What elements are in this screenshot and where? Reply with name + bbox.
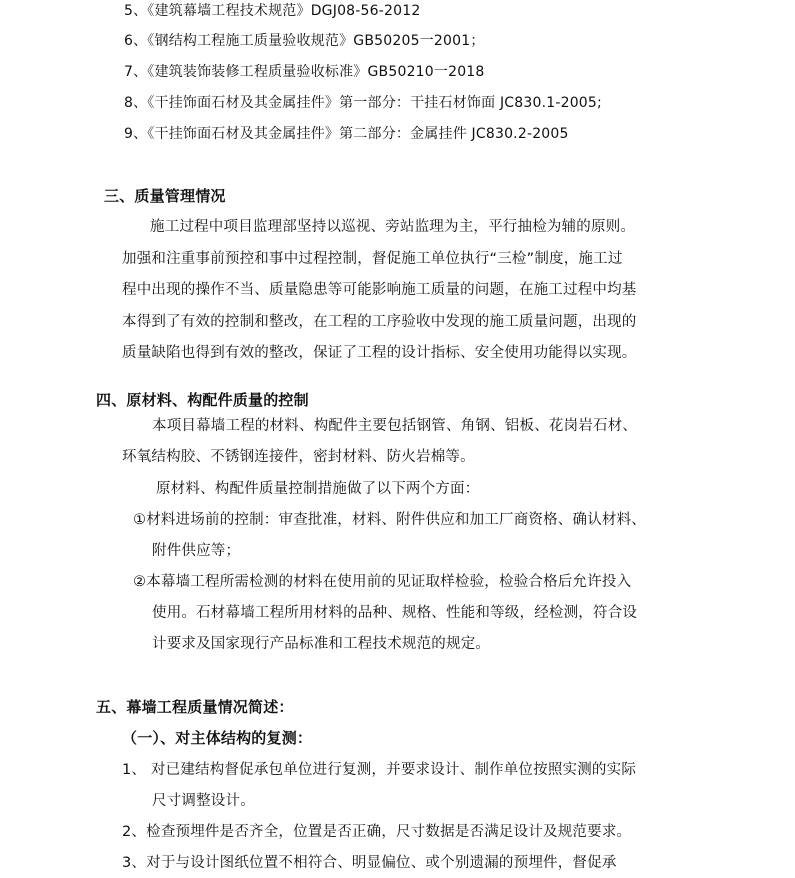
- paragraph-line: 施工过程中项目监理部坚持以巡视、旁站监理为主，平行抽检为辅的原则。: [150, 219, 636, 235]
- section-heading: 五、幕墙工程质量情况简述：: [96, 698, 294, 716]
- list-item: 3、对于与设计图纸位置不相符合、明显偏位、或个别遗漏的预埋件，督促承: [122, 855, 617, 871]
- reference-item: 5、《建筑幕墙工程技术规范》DGJ08-56-2012: [124, 3, 421, 19]
- list-item: 2、检查预埋件是否齐全，位置是否正确，尺寸数据是否满足设计及规范要求。: [122, 824, 632, 840]
- list-item-continuation: 计要求及国家现行产品标准和工程技术规范的规定。: [152, 636, 491, 652]
- section-heading: 四、原材料、构配件质量的控制: [96, 391, 309, 409]
- paragraph-line: 程中出现的操作不当、质量隐患等可能影响施工质量的问题，在施工过程中均基: [122, 282, 637, 298]
- subsection-heading: （一）、对主体结构的复测：: [122, 729, 313, 747]
- list-item: ②本幕墙工程所需检测的材料在使用前的见证取样检验，检验合格后允许投入: [133, 574, 632, 590]
- reference-item: 9、《干挂饰面石材及其金属挂件》第二部分：金属挂件 JC830.2-2005: [124, 126, 569, 142]
- list-item-continuation: 附件供应等；: [152, 543, 241, 559]
- reference-item: 6、《钢结构工程施工质量验收规范》GB50205一2001；: [124, 33, 485, 49]
- list-item-continuation: 尺寸调整设计。: [152, 793, 255, 809]
- paragraph-line: 质量缺陷也得到有效的整改，保证了工程的设计指标、安全使用功能得以实现。: [122, 345, 637, 361]
- paragraph-line: 本项目幕墙工程的材料、构配件主要包括钢管、角钢、铝板、花岗岩石材、: [152, 418, 638, 434]
- paragraph-line: 原材料、构配件质量控制措施做了以下两个方面：: [156, 481, 480, 497]
- reference-item: 8、《干挂饰面石材及其金属挂件》第一部分：干挂石材饰面 JC830.1-2005;: [124, 95, 602, 111]
- section-heading: 三、质量管理情况: [104, 187, 226, 205]
- paragraph-line: 本得到了有效的控制和整改，在工程的工序验收中发现的施工质量问题，出现的: [122, 314, 637, 330]
- list-item: ①材料进场前的控制：审查批准，材料、附件供应和加工厂商资格、确认材料、: [133, 512, 646, 528]
- paragraph-line: 环氧结构胶、不锈钢连接件，密封材料、防火岩棉等。: [122, 449, 475, 465]
- paragraph-line: 加强和注重事前预控和事中过程控制，督促施工单位执行“三检”制度，施工过: [122, 251, 623, 267]
- list-item-continuation: 使用。石材幕墙工程所用材料的品种、规格、性能和等级，经检测，符合设: [152, 605, 638, 621]
- reference-item: 7、《建筑装饰装修工程质量验收标准》GB50210一2018: [124, 64, 485, 80]
- list-item: 1、 对已建结构督促承包单位进行复测，并要求设计、制作单位按照实测的实际: [122, 762, 637, 778]
